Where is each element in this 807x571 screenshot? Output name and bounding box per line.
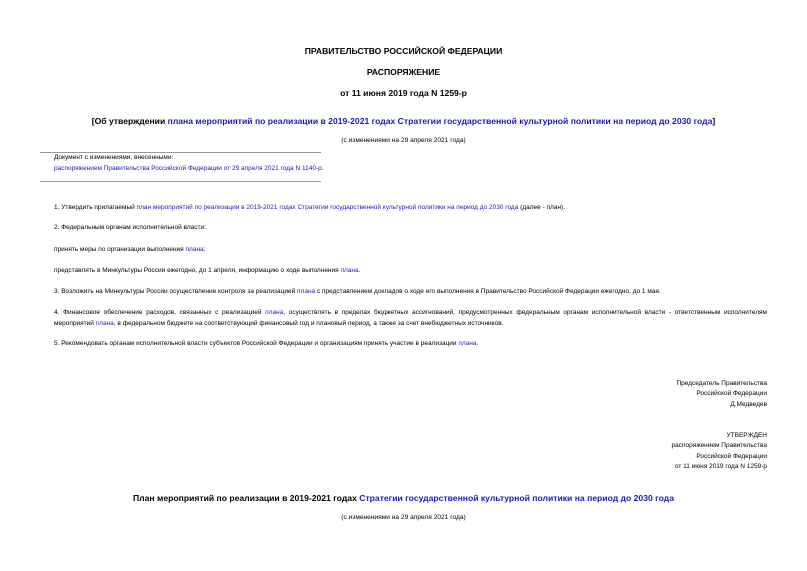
approved-country: Российской Федерации: [696, 452, 767, 460]
amend-line: [54, 164, 324, 175]
strategy-link[interactable]: Стратегии государственной культурной политики на период до 2030 года: [359, 493, 674, 503]
p3-plan-link[interactable]: плана: [297, 288, 316, 295]
paragraph-1: [54, 203, 565, 214]
p4-plan-link-2[interactable]: плана: [95, 319, 114, 327]
paragraph-2: 2. Федеральным органам исполнительной власти:: [54, 224, 206, 231]
approved-date-number: от 11 июня 2019 года N 1259-р: [674, 463, 767, 471]
signature-country: Российской Федерации: [696, 390, 767, 398]
title-open: [Об утверждении: [91, 116, 168, 126]
amend-order-link[interactable]: распоряжением Правительства Российской Федерации от 29 апреля 2021 года N 1140-р: [54, 165, 322, 172]
p5-plan-link[interactable]: плана: [458, 340, 477, 347]
p2a-plan-link[interactable]: плана: [185, 246, 204, 253]
plan-title-text: План мероприятий по реализации в 2019-2021 годах: [133, 493, 360, 503]
document-title: [0, 116, 807, 126]
title-close: ]: [712, 116, 716, 126]
p4-text-a: 4. Финансовое обеспечение расходов, связанных с реализацией: [54, 309, 266, 316]
p1-text-a: 1. Утвердить прилагаемый: [54, 204, 137, 211]
approved-label: УТВЕРЖДЕН: [726, 432, 767, 439]
plan-link[interactable]: плана мероприятий по реализации в 2019-2021 годах Стратегии государственной культурной политики на период до 2030 года: [167, 116, 713, 126]
plan-changes-note: (с изменениями на 29 апреля 2021 года): [341, 514, 466, 521]
p4-text-b: , осуществлять в пределах бюджетных ассигнований, предусмотренных федеральным органам исполнительной власти - ответственным исполнителям мероприятий: [54, 309, 767, 327]
signature-block: [676, 379, 767, 410]
paragraph-4: [54, 308, 767, 329]
p2b-text-b: .: [358, 267, 361, 274]
approved-block: [672, 431, 767, 473]
p5-text-b: .: [476, 340, 479, 347]
p4-text-c: , в федеральном бюджете на соответствующий финансовый год и плановый период, а также за счет внебюджетных источников.: [113, 319, 504, 327]
document-type-heading: РАСПОРЯЖЕНИЕ: [366, 67, 441, 77]
approved-by: распоряжением Правительства: [671, 442, 767, 450]
p2a-text-b: ;: [203, 246, 206, 253]
p2b-plan-link[interactable]: плана: [340, 267, 359, 274]
p1-text-b: (далее - план).: [518, 204, 566, 211]
p5-text-a: 5. Рекомендовать органам исполнительной власти субъектов Российской Федерации и организациям принять участие в реализации: [54, 340, 459, 347]
signature-position: Председатель Правительства: [676, 380, 767, 387]
p1-plan-link[interactable]: план мероприятий по реализации в 2019-2021 годах Стратегии государственной культурной политики на период до 2030 года: [136, 204, 519, 211]
paragraph-3: [54, 287, 661, 298]
amend-bottom-rule: [40, 181, 321, 182]
document-date-number: от 11 июня 2019 года N 1259-р: [340, 88, 467, 98]
plan-title: [0, 493, 807, 503]
p4-plan-link-1[interactable]: плана: [265, 309, 284, 316]
p2b-text-a: представлять в Минкультуры России ежегодно, до 1 апреля, информацию о ходе выполнения: [54, 267, 341, 274]
signature-name: Д.Медведев: [730, 400, 767, 408]
title-changes-note: (с изменениями на 29 апреля 2021 года): [341, 137, 466, 144]
p3-text-a: 3. Возложить на Минкультуры России осуществление контроля за реализацией: [54, 288, 298, 295]
amend-intro: Документ с изменениями, внесенными:: [54, 154, 174, 161]
paragraph-2a: [54, 245, 205, 256]
paragraph-5: [54, 339, 478, 350]
government-heading: ПРАВИТЕЛЬСТВО РОССИЙСКОЙ ФЕДЕРАЦИИ: [304, 46, 503, 56]
amend-after: .: [321, 165, 324, 172]
p3-text-b: с представлением докладов о ходе его выполнения в Правительство Российской Федерации ежегодно, до 1 мая.: [315, 288, 661, 295]
paragraph-2b: [54, 266, 360, 277]
p2a-text-a: принять меры по организации выполнения: [54, 246, 186, 253]
